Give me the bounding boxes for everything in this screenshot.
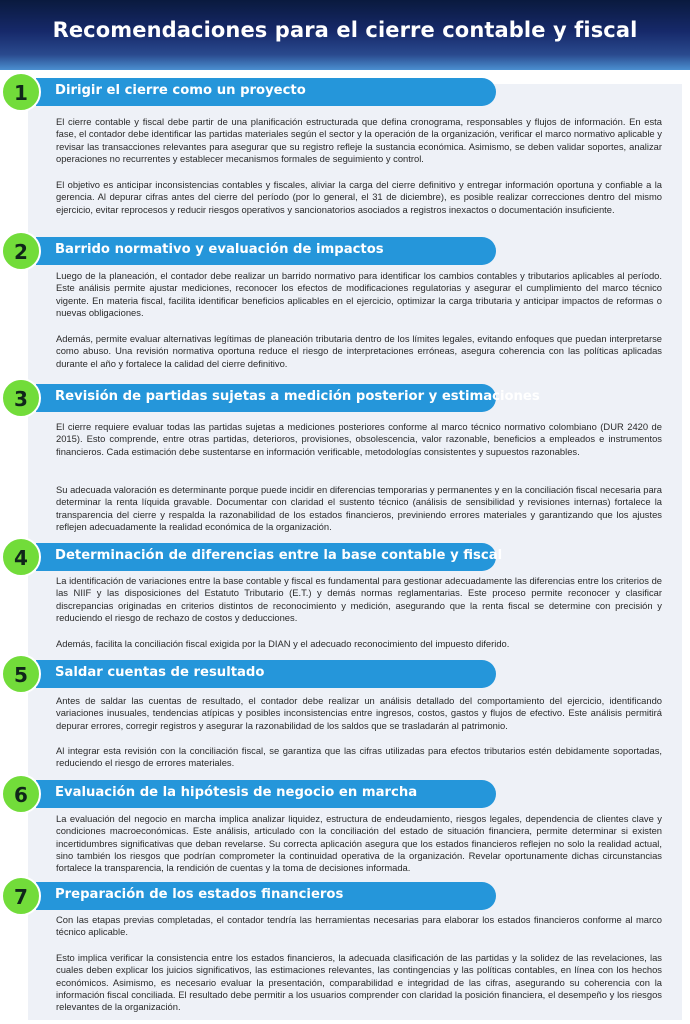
section-1-paragraph-2: El objetivo es anticipar inconsistencias contables y fiscales, aliviar la carga del cierre definitivo y entregar información oportuna y confiable a la gerencia. Al depurar cifras antes del cierre del período (por lo general, el 31 de diciembre), es posible realizar correcciones dentro del mismo ejercicio, evitar reprocesos y reducir riesgos operativos y sancionatorios asociados a registros inexactos o documentación insuficiente.: [56, 179, 662, 215]
step-number: 4: [14, 546, 28, 570]
section-5-paragraph-1: Antes de saldar las cuentas de resultado, el contador debe realizar un análisis detallado del comportamiento del ejercicio, identificando variaciones inusuales, tendencias atípicas y posibles inconsistencias entre ingresos, costos, gastos y flujos de efectivo. Este análisis permitirá depurar errores, corregir registros y asegurar la razonabilidad de los saldos que se trasladarán al patrimonio.: [56, 695, 662, 731]
step-number: 7: [14, 885, 28, 909]
step-number-badge: [1, 378, 41, 418]
step-number-badge: [1, 876, 41, 916]
step-number: 6: [14, 783, 28, 807]
step-number-badge: [1, 774, 41, 814]
section-7-title: Preparación de los estados financieros: [55, 887, 344, 902]
section-5-paragraph-2: Al integrar esta revisión con la conciliación fiscal, se garantiza que las cifras utilizadas para efectos tributarios estén debidamente soportadas, reduciendo el riesgo de errores materiales.: [56, 745, 662, 769]
section-6-title: Evaluación de la hipótesis de negocio en marcha: [55, 785, 418, 800]
step-number-badge: [1, 231, 41, 271]
section-1-paragraph-1: El cierre contable y fiscal debe partir de una planificación estructurada que defina cronograma, responsables y flujos de información. En esta fase, el contador debe identificar las partidas materiales según el sector y la operación de la organización, verificar el marco normativo aplicable y revisar las transacciones relevantes para asegurar que su registro refleje la sustancia económica. Asimismo, se deben validar soportes, analizar operaciones no recurrentes y establecer mecanismos formales de seguimiento y control.: [56, 116, 662, 164]
section-4-paragraph-2: Además, facilita la conciliación fiscal exigida por la DIAN y el adecuado reconocimiento del impuesto diferido.: [56, 638, 510, 649]
section-3-paragraph-1: El cierre requiere evaluar todas las partidas sujetas a mediciones posteriores conforme al marco técnico normativo colombiano (DUR 2420 de 2015). Esto comprende, entre otras partidas, deterioros, provisiones, obsolescencia, valor razonable, beneficios a empleados e instrumentos financieros. Cada estimación debe sustentarse en información verificable, metodologías consistentes y supuestos razonables.: [56, 421, 662, 457]
section-2-title: Barrido normativo y evaluación de impactos: [55, 242, 384, 257]
step-number: 5: [14, 663, 28, 687]
section-7-paragraph-1: Con las etapas previas completadas, el contador tendría las herramientas necesarias para elaborar los estados financieros conforme al marco técnico aplicable.: [56, 914, 662, 938]
section-1-title: Dirigir el cierre como un proyecto: [55, 83, 306, 98]
section-2-paragraph-2: Además, permite evaluar alternativas legítimas de planeación tributaria dentro de los límites legales, evitando enfoques que puedan interpretarse como abuso. Una revisión normativa oportuna reduce el riesgo de interpretaciones erróneas, asegura coherencia con las políticas aplicadas durante el año y fortalece la calidad del cierre definitivo.: [56, 333, 662, 369]
step-number: 1: [14, 81, 28, 105]
section-4-title: Determinación de diferencias entre la base contable y fiscal: [55, 548, 503, 563]
section-6-paragraph-1: La evaluación del negocio en marcha implica analizar liquidez, estructura de endeudamiento, riesgos legales, dependencia de clientes clave y condiciones macroeconómicas. Este análisis, articulado con la conciliación del estado de situación financiera, permite determinar si existen incertidumbres significativas que deban revelarse. Su correcta aplicación asegura que los estados financieros reflejen no solo la realidad actual, sino también los riesgos que podrían comprometer la continuidad operativa de la organización. Revelar oportunamente dichas circunstancias fortalece la transparencia, la rendición de cuentas y la toma de decisiones informada.: [56, 813, 662, 874]
page-header: [0, 0, 690, 70]
step-number-badge: [1, 537, 41, 577]
step-number-badge: [1, 654, 41, 694]
step-number: 2: [14, 240, 28, 264]
section-5-title: Saldar cuentas de resultado: [55, 665, 265, 680]
section-2-paragraph-1: Luego de la planeación, el contador debe realizar un barrido normativo para identificar los cambios contables y tributarios aplicables al período. Este análisis permite ajustar mediciones, reconocer los efectos de modificaciones regulatorias y asegurar el cumplimiento del marco técnico vigente. En materia fiscal, facilita identificar beneficios aplicables en el ejercicio, optimizar la carga tributaria y anticipar impactos de reformas o nuevas obligaciones.: [56, 270, 662, 318]
step-number: 3: [14, 387, 28, 411]
section-3-paragraph-2: Su adecuada valoración es determinante porque puede incidir en diferencias temporarias y permanentes y en la conciliación fiscal necesaria para determinar la renta líquida gravable. Documentar con claridad el sustento técnico (análisis de sensibilidad y revisiones internas) fortalece la transparencia del cierre y respalda la razonabilidad de los estados financieros, previniendo errores materiales y garantizando que los ajustes reflejen adecuadamente la realidad económica de la organización.: [56, 484, 662, 532]
section-3-title: Revisión de partidas sujetas a medición posterior y estimaciones: [55, 389, 540, 404]
section-4-paragraph-1: La identificación de variaciones entre la base contable y fiscal es fundamental para gestionar adecuadamente las diferencias entre los criterios de las NIIF y las disposiciones del Estatuto Tributario (E.T.) y demás normas reglamentarias. Este proceso permite reconocer y clasificar discrepancias originadas en criterios distintos de reconocimiento y medición, asegurando que la renta fiscal se determine con precisión y reduciendo el riesgo de rechazo de costos y deducciones.: [56, 575, 662, 623]
page-title: Recomendaciones para el cierre contable y fiscal: [52, 18, 638, 42]
section-7-paragraph-2: Esto implica verificar la consistencia entre los estados financieros, la adecuada clasificación de las partidas y la solidez de las revelaciones, las cuales deben explicar los juicios significativos, las estimaciones relevantes, las contingencias y las políticas contables, en línea con los hechos económicos. Asimismo, es necesario evaluar la presentación, comparabilidad e integridad de las cifras, asegurando su coherencia con la información fiscal conciliada. El resultado debe permitir a los usuarios comprender con claridad la posición financiera, el desempeño y los riesgos relevantes de la organización.: [56, 952, 662, 1013]
step-number-badge: [1, 72, 41, 112]
